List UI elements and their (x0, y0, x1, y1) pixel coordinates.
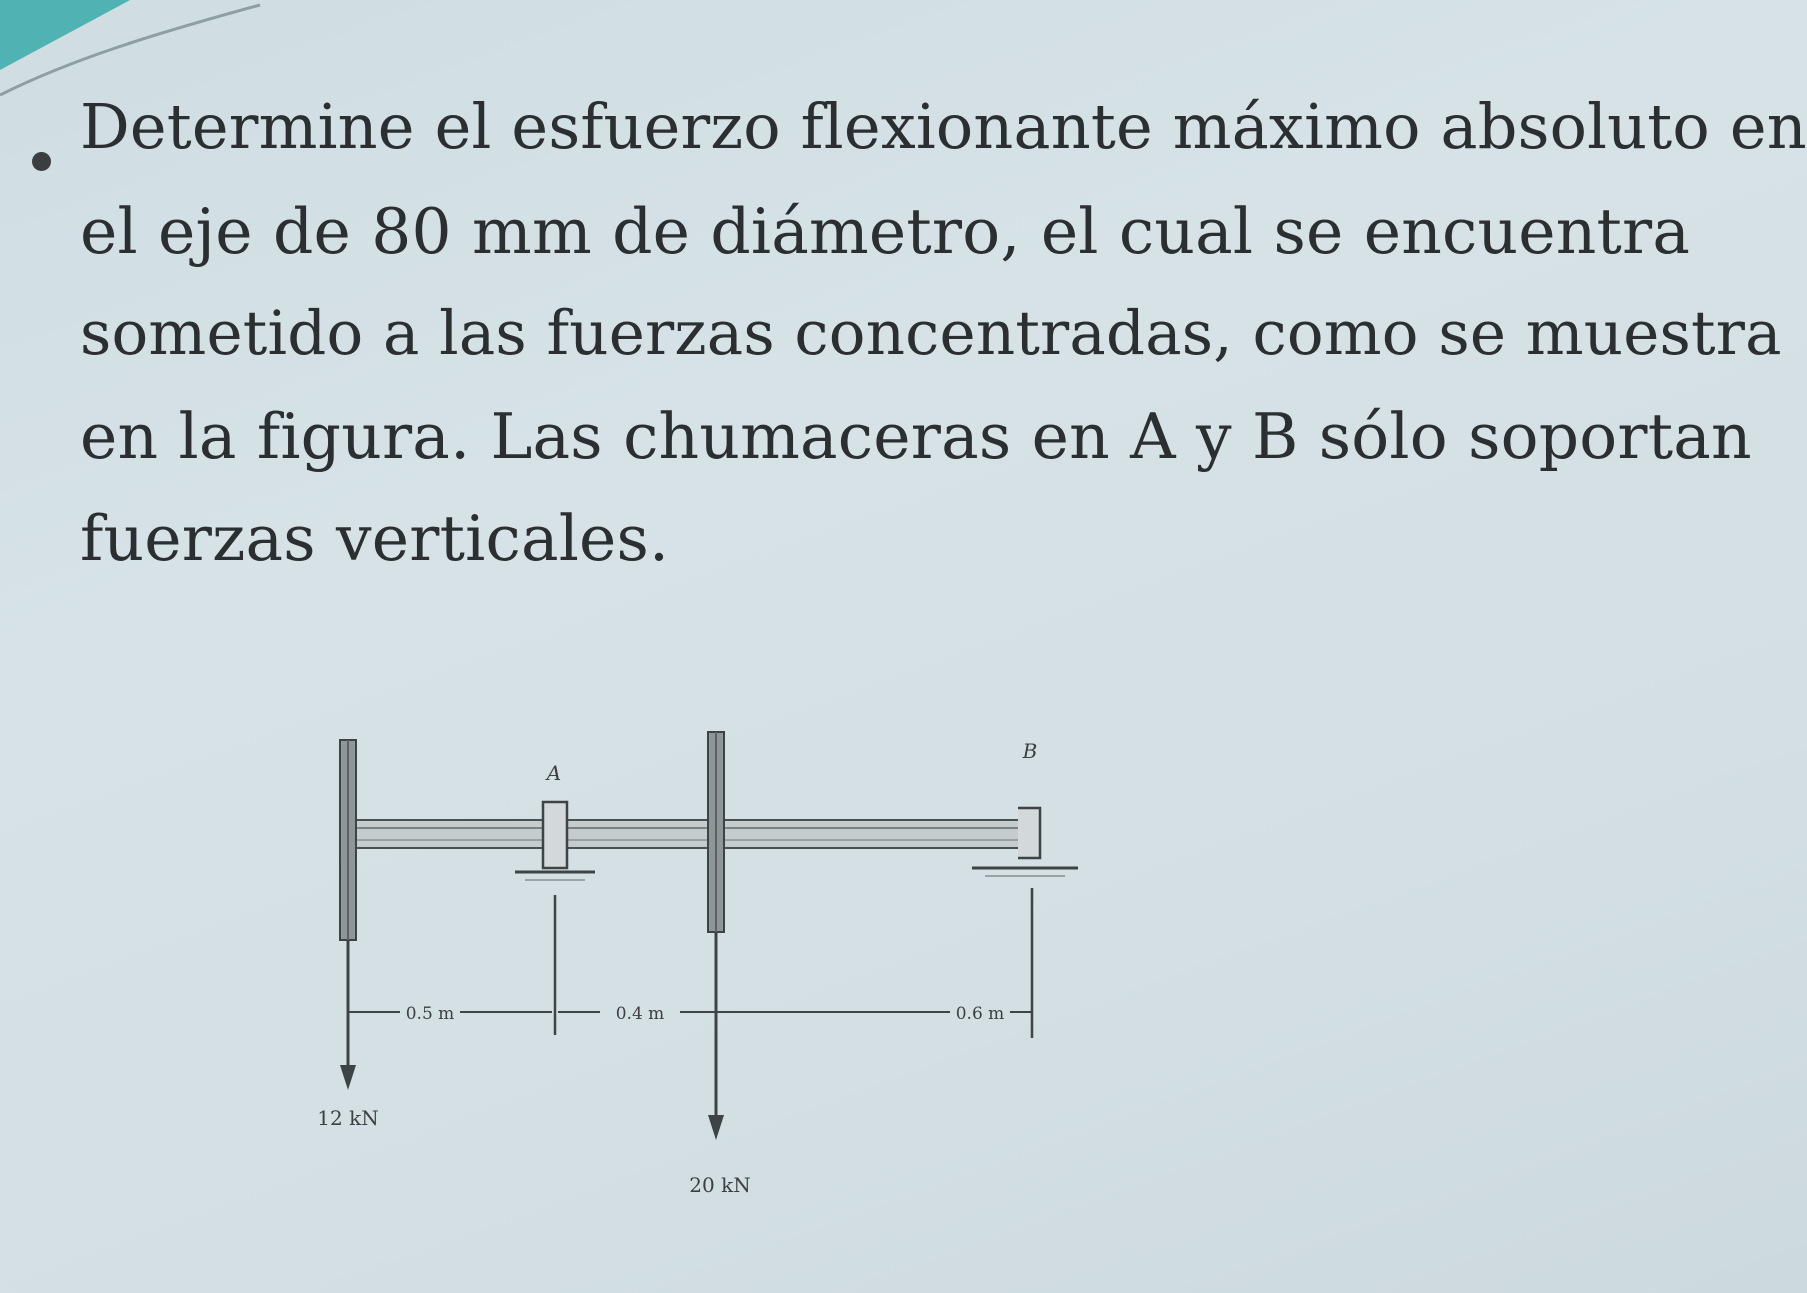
load-arrow-middle (708, 932, 724, 1140)
dimension-line (348, 1004, 1032, 1024)
support-a-label: A (546, 761, 562, 785)
dimension-label-2: 0.4 m (615, 1004, 665, 1024)
middle-pulley (708, 732, 724, 932)
problem-line-4: en la figura. Las chumaceras en A y B sólo soportan (80, 400, 1752, 473)
dimension-label-1: 0.5 m (405, 1004, 455, 1024)
problem-line-5: fuerzas verticales. (80, 502, 670, 575)
shaft-diagram (300, 739, 1160, 1260)
load-label-left: 12 kN (317, 1106, 379, 1130)
problem-statement (0, 0, 1807, 620)
dimension-label-3: 0.6 m (955, 1004, 1005, 1024)
shaft-figure (300, 739, 1160, 1260)
bullet-icon (32, 152, 51, 171)
problem-line-2: el eje de 80 mm de diámetro, el cual se encuentra (80, 195, 1691, 268)
load-label-middle: 20 kN (689, 1173, 751, 1197)
problem-line-1: Determine el esfuerzo flexionante máximo absoluto en (80, 90, 1807, 163)
support-b-label: B (1022, 739, 1038, 763)
shaft (352, 820, 1032, 848)
load-arrow-left (340, 940, 356, 1090)
problem-line-3: sometido a las fuerzas concentradas, como se muestra (80, 298, 1782, 369)
left-pulley (340, 740, 356, 940)
